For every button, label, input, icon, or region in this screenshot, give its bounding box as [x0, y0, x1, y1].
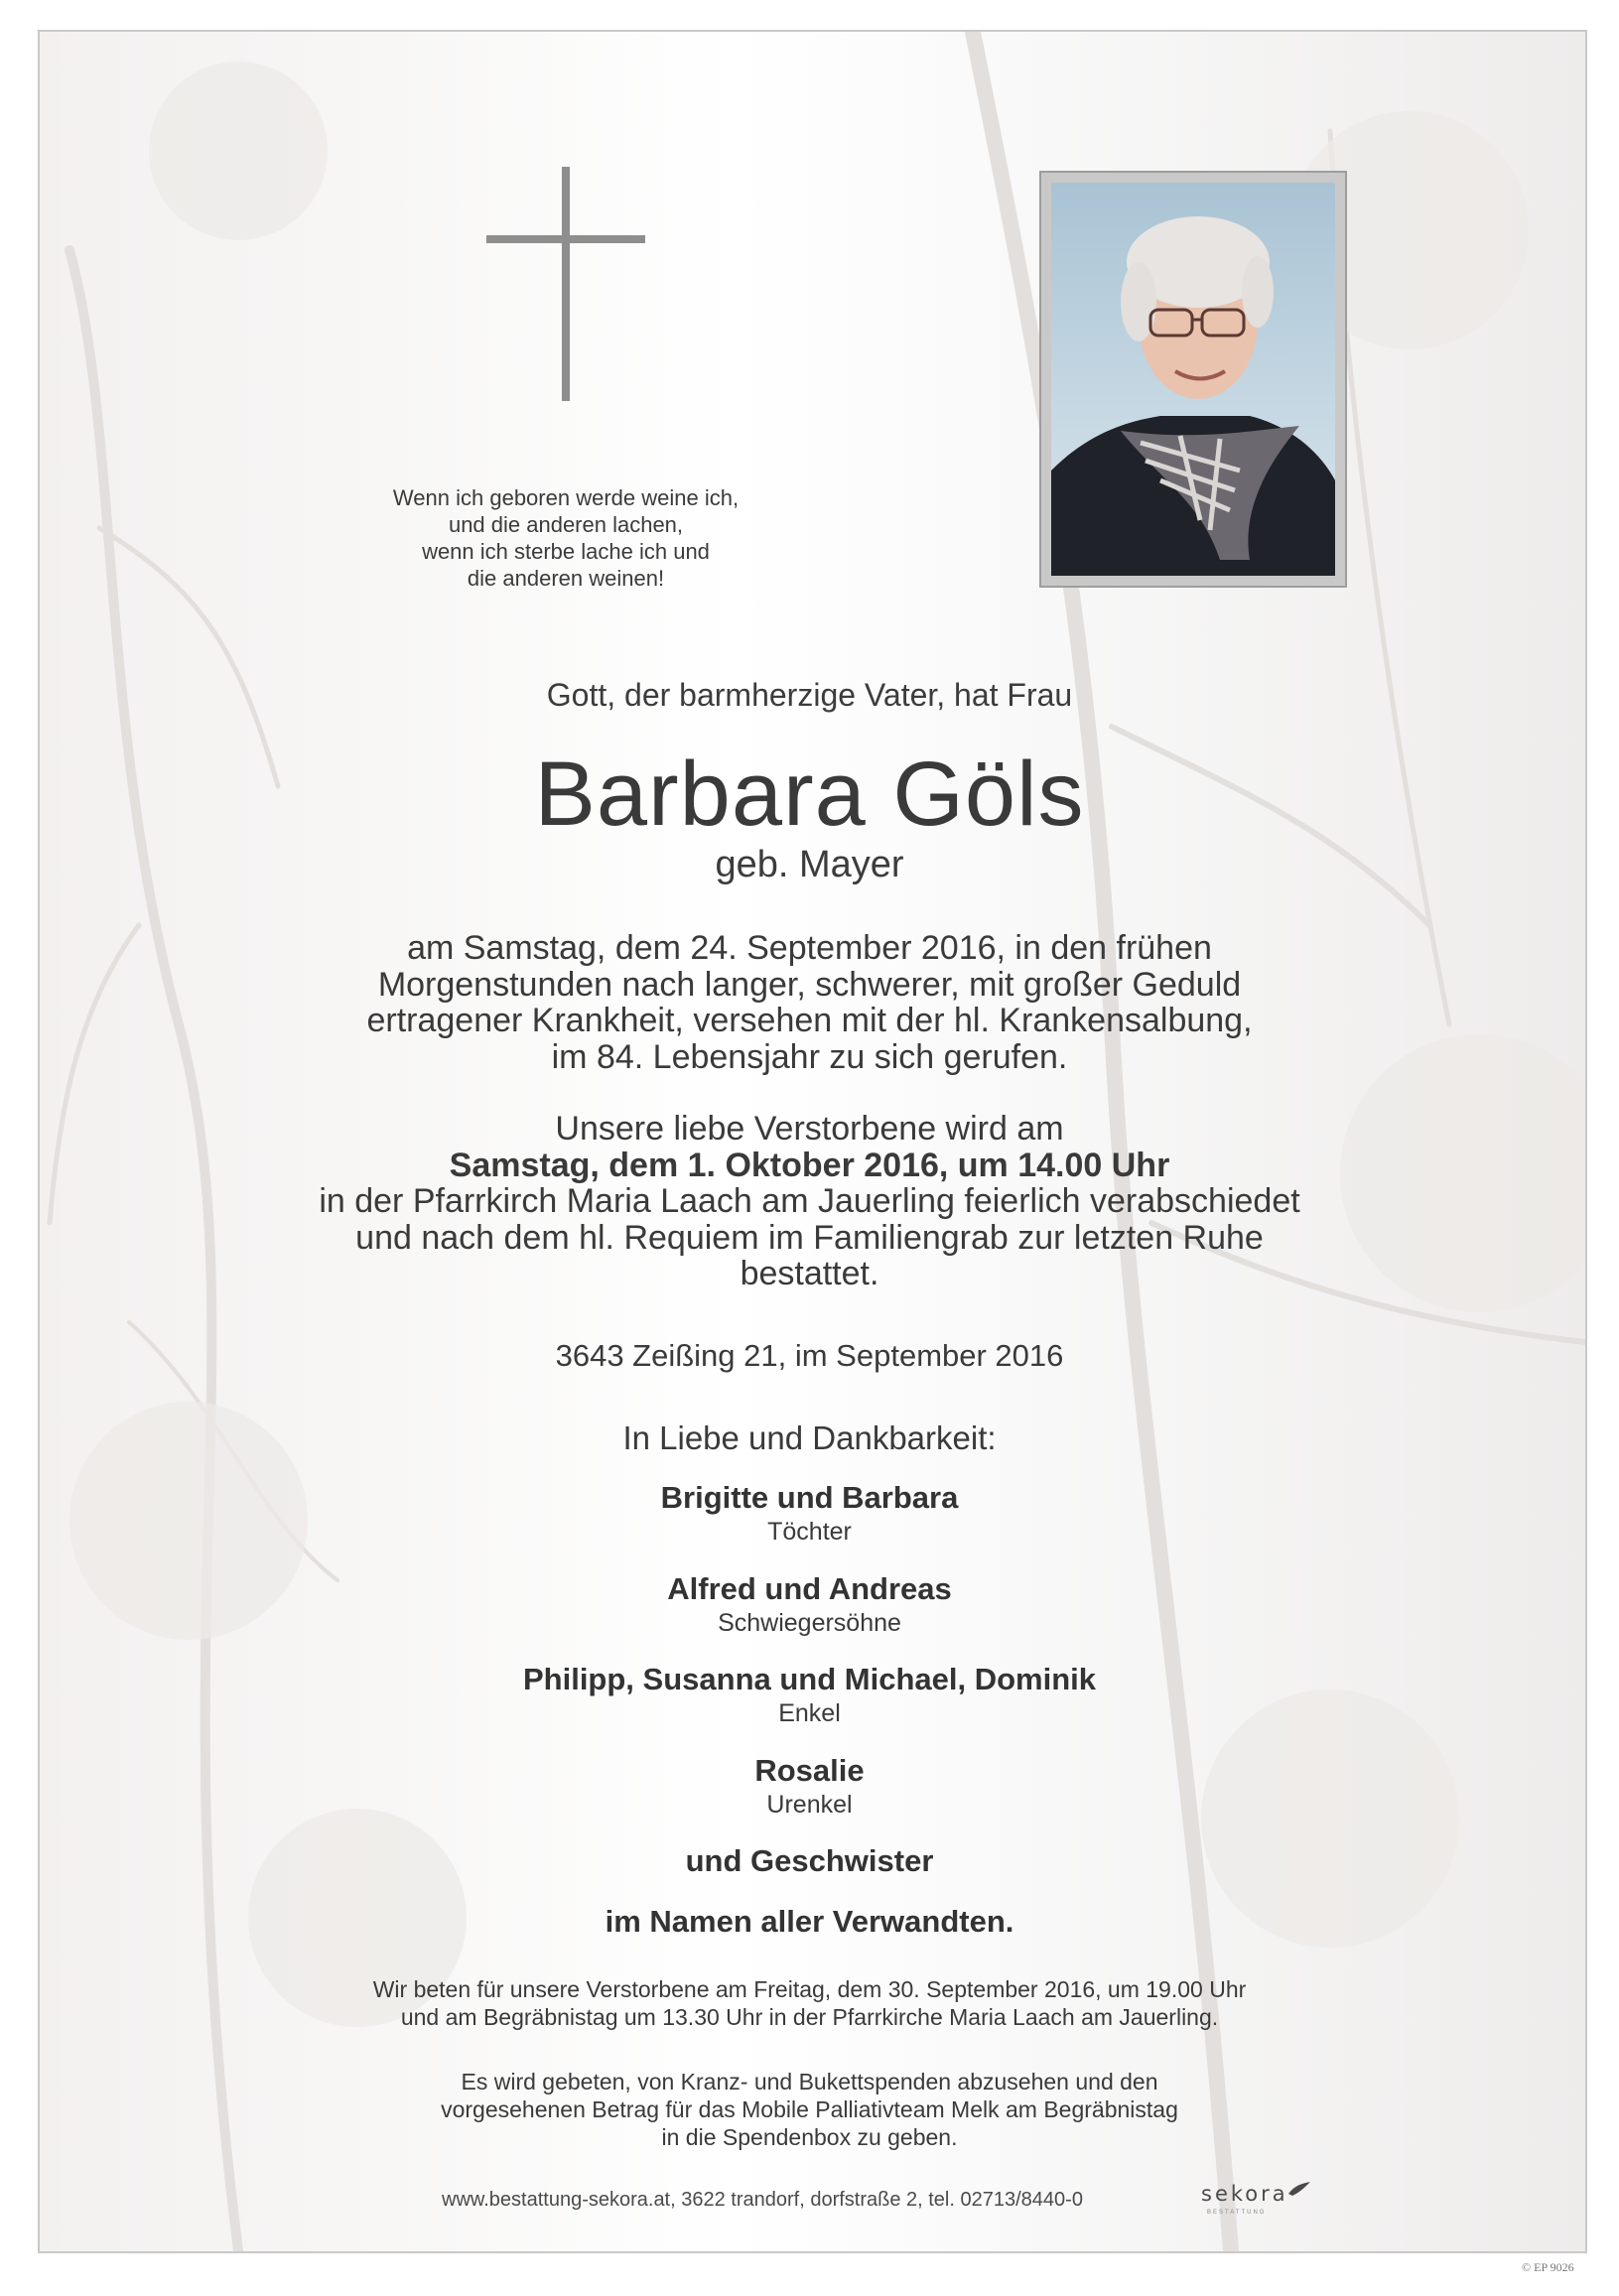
- mourner-relation: Urenkel: [766, 1791, 853, 1819]
- logo-wordmark: sekora: [1201, 2182, 1288, 2206]
- place-date: 3643 Zeißing 21, im September 2016: [555, 1338, 1064, 1373]
- relatives-line: im Namen aller Verwandten.: [605, 1904, 1014, 1939]
- death-paragraph: [0, 930, 1619, 1075]
- thanks-heading: In Liebe und Dankbarkeit:: [622, 1419, 997, 1456]
- portrait-photo: [1051, 183, 1335, 576]
- mourner-relation: Enkel: [778, 1699, 841, 1727]
- logo-subtitle: BESTATTUNG: [1207, 2210, 1267, 2216]
- funeral-line: bestattet.: [740, 1255, 879, 1292]
- prayer-line: und am Begräbnistag um 13.30 Uhr in der Pfarrkirche Maria Laach am Jauerling.: [400, 2004, 1219, 2030]
- funeral-line: in der Pfarrkirch Maria Laach am Jauerling feierlich verabschiedet: [319, 1182, 1300, 1220]
- maiden-name: geb. Mayer: [715, 844, 904, 885]
- prayer-note: [0, 1975, 1619, 2031]
- poem-line: die anderen weinen!: [467, 566, 665, 591]
- funeral-paragraph: [0, 1111, 1619, 1292]
- footer-contact: www.bestattung-sekora.at, 3622 trandorf, dorfstraße 2, tel. 02713/8440-0: [442, 2189, 1083, 2211]
- bird-icon: [1286, 2180, 1312, 2200]
- mourner-group: [0, 1571, 1619, 1638]
- siblings-line: und Geschwister: [685, 1843, 934, 1878]
- poem-line: und die anderen lachen,: [448, 512, 684, 537]
- death-line: Morgenstunden nach langer, schwerer, mit großer Geduld: [377, 965, 1242, 1004]
- portrait-frame: [1039, 171, 1347, 588]
- donation-line: in die Spendenbox zu geben.: [661, 2124, 958, 2150]
- mourner-relation: Töchter: [767, 1518, 852, 1546]
- mourner-group: [0, 1753, 1619, 1820]
- poem: [328, 484, 804, 592]
- mourner-group: [0, 1480, 1619, 1547]
- funeral-line: und nach dem hl. Requiem im Familiengrab zur letzten Ruhe: [355, 1218, 1264, 1257]
- mourner-group: [0, 1662, 1619, 1728]
- prayer-line: Wir beten für unsere Verstorbene am Freitag, dem 30. September 2016, um 19.00 Uhr: [372, 1976, 1247, 2002]
- mourner-names: Alfred und Andreas: [667, 1571, 952, 1606]
- donation-note: [0, 2068, 1619, 2151]
- mourner-names: Brigitte und Barbara: [660, 1480, 959, 1515]
- cross-icon: [486, 167, 645, 401]
- mourner-names: Philipp, Susanna und Michael, Dominik: [522, 1662, 1096, 1696]
- donation-line: vorgesehenen Betrag für das Mobile Palliativteam Melk am Begräbnistag: [441, 2096, 1178, 2122]
- poem-line: wenn ich sterbe lache ich und: [422, 539, 710, 564]
- donation-line: Es wird gebeten, von Kranz- und Bukettspenden abzusehen und den: [461, 2069, 1158, 2094]
- sekora-logo: [1201, 2182, 1310, 2220]
- mourner-relation: Schwiegersöhne: [718, 1609, 901, 1637]
- mourner-names: Rosalie: [754, 1753, 865, 1788]
- intro-text: Gott, der barmherzige Vater, hat Frau: [546, 677, 1073, 713]
- funeral-line: Unsere liebe Verstorbene wird am: [555, 1110, 1064, 1148]
- death-line: ertragener Krankheit, versehen mit der hl. Krankensalbung,: [366, 1002, 1253, 1039]
- death-line: am Samstag, dem 24. September 2016, in den frühen: [407, 929, 1212, 967]
- deceased-name: Barbara Göls: [534, 743, 1085, 845]
- funeral-date: Samstag, dem 1. Oktober 2016, um 14.00 Uhr: [449, 1146, 1170, 1184]
- poem-line: Wenn ich geboren werde weine ich,: [392, 485, 740, 510]
- print-code: © EP 9026: [1522, 2260, 1574, 2274]
- death-line: im 84. Lebensjahr zu sich gerufen.: [551, 1037, 1068, 1076]
